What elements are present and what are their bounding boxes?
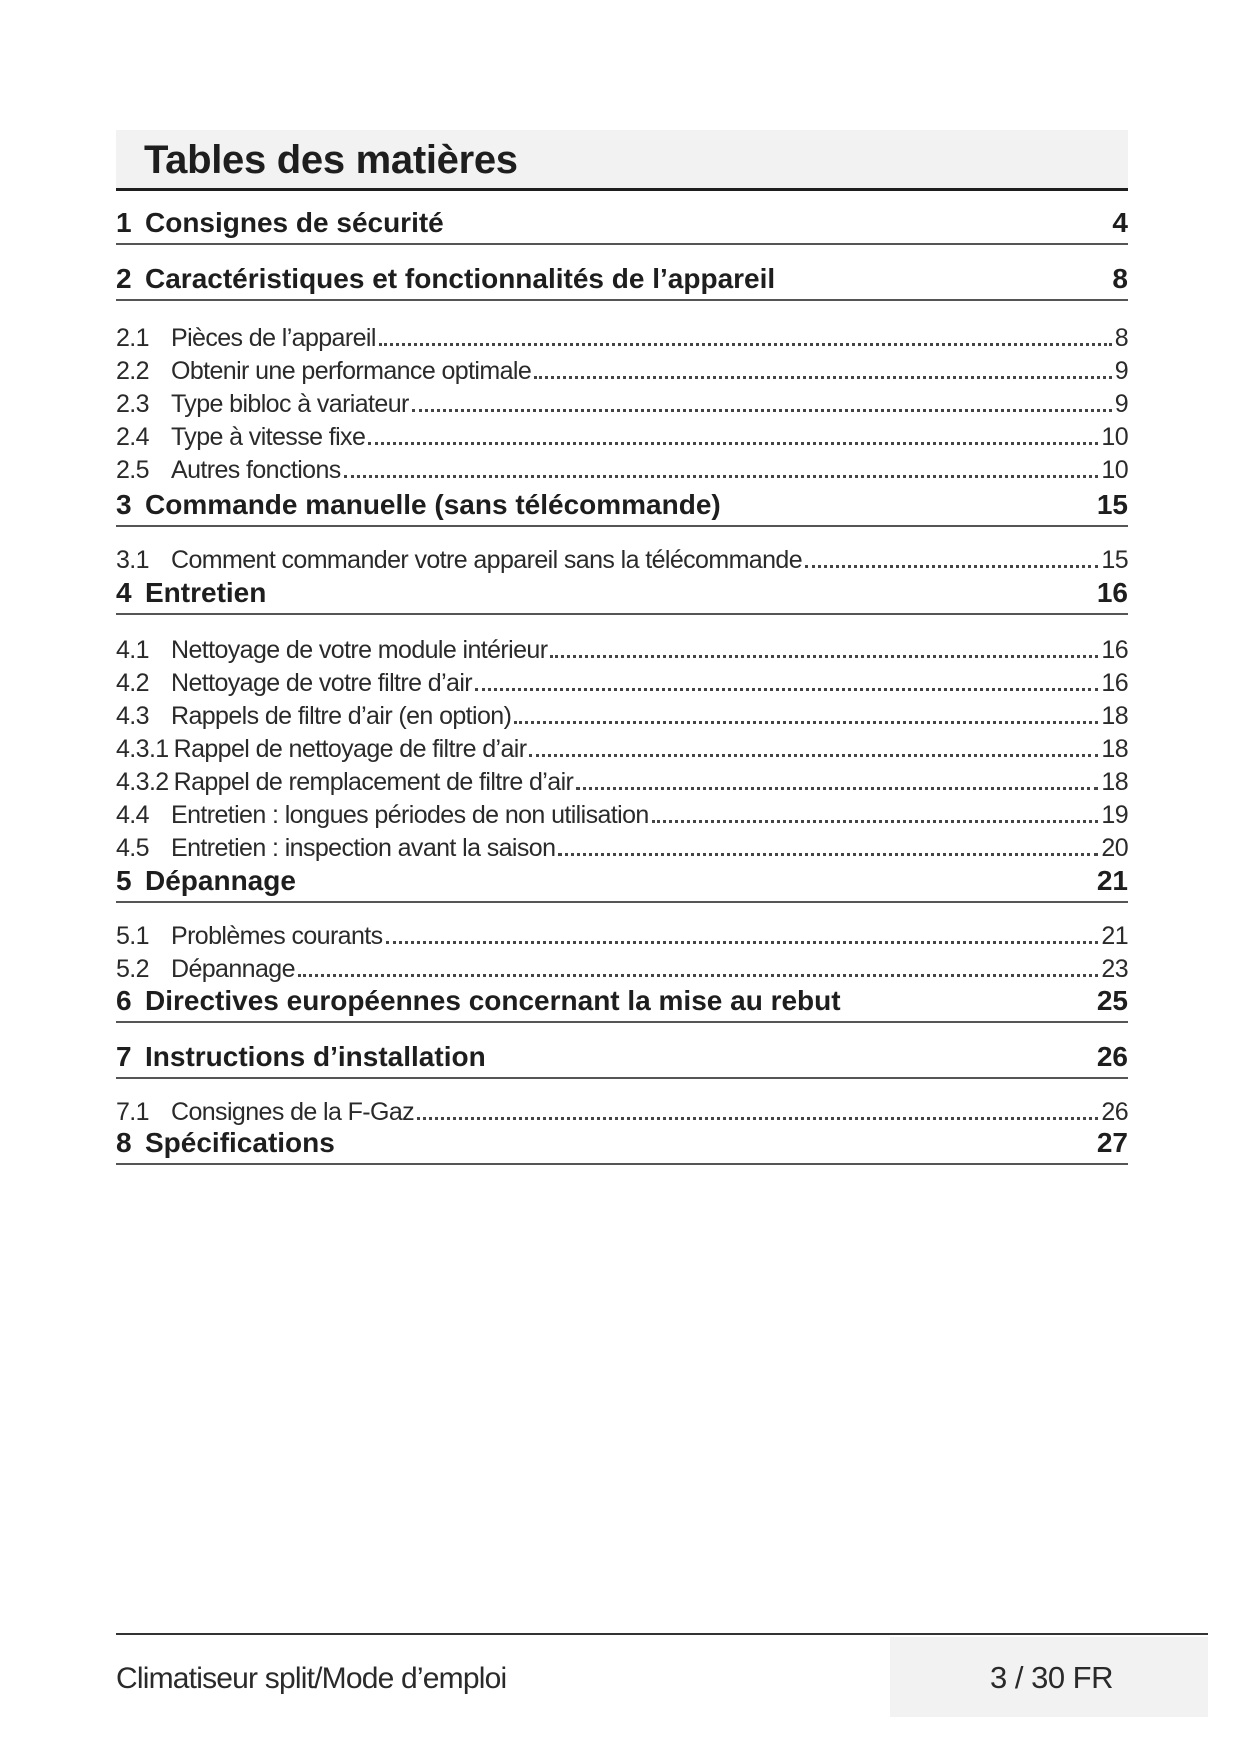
dot-leader bbox=[344, 475, 1099, 478]
dot-leader bbox=[412, 409, 1112, 412]
footer-rule bbox=[116, 1633, 1208, 1635]
toc-subsection-2-2[interactable] bbox=[116, 354, 1128, 386]
subsection-number: 3.1 bbox=[116, 546, 149, 574]
toc-title-band bbox=[116, 130, 1128, 191]
toc-subsection-4-5[interactable] bbox=[116, 831, 1128, 863]
section-number: 5 bbox=[116, 865, 132, 896]
subsection-page: 9 bbox=[1114, 390, 1128, 418]
subsection-page: 9 bbox=[1114, 357, 1128, 385]
subsection-number: 2.5 bbox=[116, 456, 149, 484]
subsection-number: 5.2 bbox=[116, 955, 149, 983]
section-number: 6 bbox=[116, 985, 132, 1016]
toc-subsection-2-3[interactable] bbox=[116, 387, 1128, 419]
toc-section-8[interactable] bbox=[116, 1125, 1128, 1165]
subsection-page: 16 bbox=[1101, 669, 1128, 697]
section-title: Caractéristiques et fonctionnalités de l’appareil bbox=[145, 263, 776, 294]
toc-section-1[interactable] bbox=[116, 205, 1128, 245]
subsection-title: Entretien : longues périodes de non utilisation bbox=[171, 801, 649, 829]
subsection-number: 4.3 bbox=[116, 702, 149, 730]
footer-page-number: 3 / 30 FR bbox=[990, 1660, 1113, 1695]
toc-subsection-4-2[interactable] bbox=[116, 666, 1128, 698]
subsection-page: 15 bbox=[1101, 546, 1128, 574]
subsection-number: 4.2 bbox=[116, 669, 149, 697]
subsection-title: Obtenir une performance optimale bbox=[171, 357, 532, 385]
dot-leader bbox=[298, 974, 1099, 977]
footer-document-title: Climatiseur split/Mode d’emploi bbox=[116, 1662, 507, 1695]
section-page: 16 bbox=[1096, 577, 1128, 608]
dot-leader bbox=[386, 941, 1099, 944]
toc-subsection-4-3-1[interactable] bbox=[116, 732, 1128, 764]
subsection-number: 4.5 bbox=[116, 834, 149, 862]
subsection-title: Rappels de filtre d’air (en option) bbox=[171, 702, 512, 730]
section-number: 3 bbox=[116, 489, 132, 520]
subsection-page: 18 bbox=[1101, 702, 1128, 730]
section-page: 27 bbox=[1096, 1127, 1128, 1158]
dot-leader bbox=[514, 721, 1098, 724]
toc-subsection-3-1[interactable] bbox=[116, 543, 1128, 575]
subsection-number: 4.1 bbox=[116, 636, 149, 664]
toc-subsection-4-3-2[interactable] bbox=[116, 765, 1128, 797]
section-number: 8 bbox=[116, 1127, 132, 1158]
section-page: 21 bbox=[1096, 865, 1128, 896]
subsection-number: 5.1 bbox=[116, 922, 149, 950]
subsection-number: 7.1 bbox=[116, 1098, 149, 1126]
page-title: Tables des matières bbox=[144, 138, 518, 182]
toc-section-3[interactable] bbox=[116, 487, 1128, 527]
subsection-title: Autres fonctions bbox=[171, 456, 341, 484]
toc-section-6[interactable] bbox=[116, 983, 1128, 1023]
subsection-page: 16 bbox=[1101, 636, 1128, 664]
subsection-title: Type à vitesse fixe bbox=[171, 423, 366, 451]
subsection-page: 10 bbox=[1101, 423, 1128, 451]
subsection-number: 2.3 bbox=[116, 390, 149, 418]
toc-subsection-2-1[interactable] bbox=[116, 321, 1128, 353]
dot-leader bbox=[368, 442, 1098, 445]
subsection-page: 20 bbox=[1101, 834, 1128, 862]
subsection-title: Comment commander votre appareil sans la télécommande bbox=[171, 546, 803, 574]
subsection-title: Rappel de nettoyage de filtre d’air bbox=[173, 735, 527, 763]
section-number: 1 bbox=[116, 207, 132, 238]
dot-leader bbox=[576, 787, 1098, 790]
subsection-page: 10 bbox=[1101, 456, 1128, 484]
subsection-page: 19 bbox=[1101, 801, 1128, 829]
subsection-title: Consignes de la F-Gaz bbox=[171, 1098, 415, 1126]
section-page: 8 bbox=[1112, 263, 1128, 294]
subsection-page: 8 bbox=[1114, 324, 1128, 352]
section-title: Instructions d’installation bbox=[145, 1041, 486, 1072]
subsection-title: Type bibloc à variateur bbox=[171, 390, 409, 418]
subsection-number: 2.1 bbox=[116, 324, 149, 352]
subsection-title: Entretien : inspection avant la saison bbox=[171, 834, 556, 862]
dot-leader bbox=[417, 1117, 1098, 1120]
subsection-page: 18 bbox=[1101, 735, 1128, 763]
section-title: Consignes de sécurité bbox=[145, 207, 444, 238]
subsection-page: 18 bbox=[1101, 768, 1128, 796]
section-page: 15 bbox=[1096, 489, 1128, 520]
subsection-number: 4.3.2 bbox=[116, 768, 169, 796]
dot-leader bbox=[379, 343, 1112, 346]
section-page: 4 bbox=[1112, 207, 1128, 238]
subsection-title: Nettoyage de votre module intérieur bbox=[171, 636, 548, 664]
dot-leader bbox=[475, 688, 1098, 691]
section-title: Spécifications bbox=[145, 1127, 335, 1158]
subsection-number: 4.3.1 bbox=[116, 735, 169, 763]
toc-subsection-2-5[interactable] bbox=[116, 453, 1128, 485]
toc-section-4[interactable] bbox=[116, 575, 1128, 615]
dot-leader bbox=[550, 655, 1098, 658]
dot-leader bbox=[529, 754, 1098, 757]
toc-subsection-2-4[interactable] bbox=[116, 420, 1128, 452]
subsection-title: Nettoyage de votre filtre d’air bbox=[171, 669, 473, 697]
section-title: Directives européennes concernant la mise au rebut bbox=[145, 985, 841, 1016]
section-title: Commande manuelle (sans télécommande) bbox=[145, 489, 721, 520]
dot-leader bbox=[652, 820, 1099, 823]
subsection-number: 2.2 bbox=[116, 357, 149, 385]
toc-subsection-5-2[interactable] bbox=[116, 952, 1128, 984]
toc-section-7[interactable] bbox=[116, 1039, 1128, 1079]
subsection-page: 26 bbox=[1101, 1098, 1128, 1126]
subsection-title: Dépannage bbox=[171, 955, 295, 983]
subsection-title: Rappel de remplacement de filtre d’air bbox=[173, 768, 574, 796]
section-number: 4 bbox=[116, 577, 132, 608]
section-title: Dépannage bbox=[145, 865, 296, 896]
subsection-number: 4.4 bbox=[116, 801, 149, 829]
section-title: Entretien bbox=[145, 577, 267, 608]
subsection-page: 21 bbox=[1101, 922, 1128, 950]
section-page: 25 bbox=[1096, 985, 1128, 1016]
subsection-page: 23 bbox=[1101, 955, 1128, 983]
toc-subsection-5-1[interactable] bbox=[116, 919, 1128, 951]
section-number: 2 bbox=[116, 263, 132, 294]
section-number: 7 bbox=[116, 1041, 132, 1072]
subsection-title: Pièces de l’appareil bbox=[171, 324, 376, 352]
toc-subsection-4-3[interactable] bbox=[116, 699, 1128, 731]
dot-leader bbox=[558, 853, 1098, 856]
dot-leader bbox=[534, 376, 1112, 379]
toc-subsection-4-4[interactable] bbox=[116, 798, 1128, 830]
toc-subsection-7-1[interactable] bbox=[116, 1095, 1128, 1127]
section-page: 26 bbox=[1096, 1041, 1128, 1072]
toc-subsection-4-1[interactable] bbox=[116, 633, 1128, 665]
dot-leader bbox=[805, 565, 1098, 568]
subsection-number: 2.4 bbox=[116, 423, 149, 451]
subsection-title: Problèmes courants bbox=[171, 922, 383, 950]
toc-section-5[interactable] bbox=[116, 863, 1128, 903]
toc-section-2[interactable] bbox=[116, 261, 1128, 301]
